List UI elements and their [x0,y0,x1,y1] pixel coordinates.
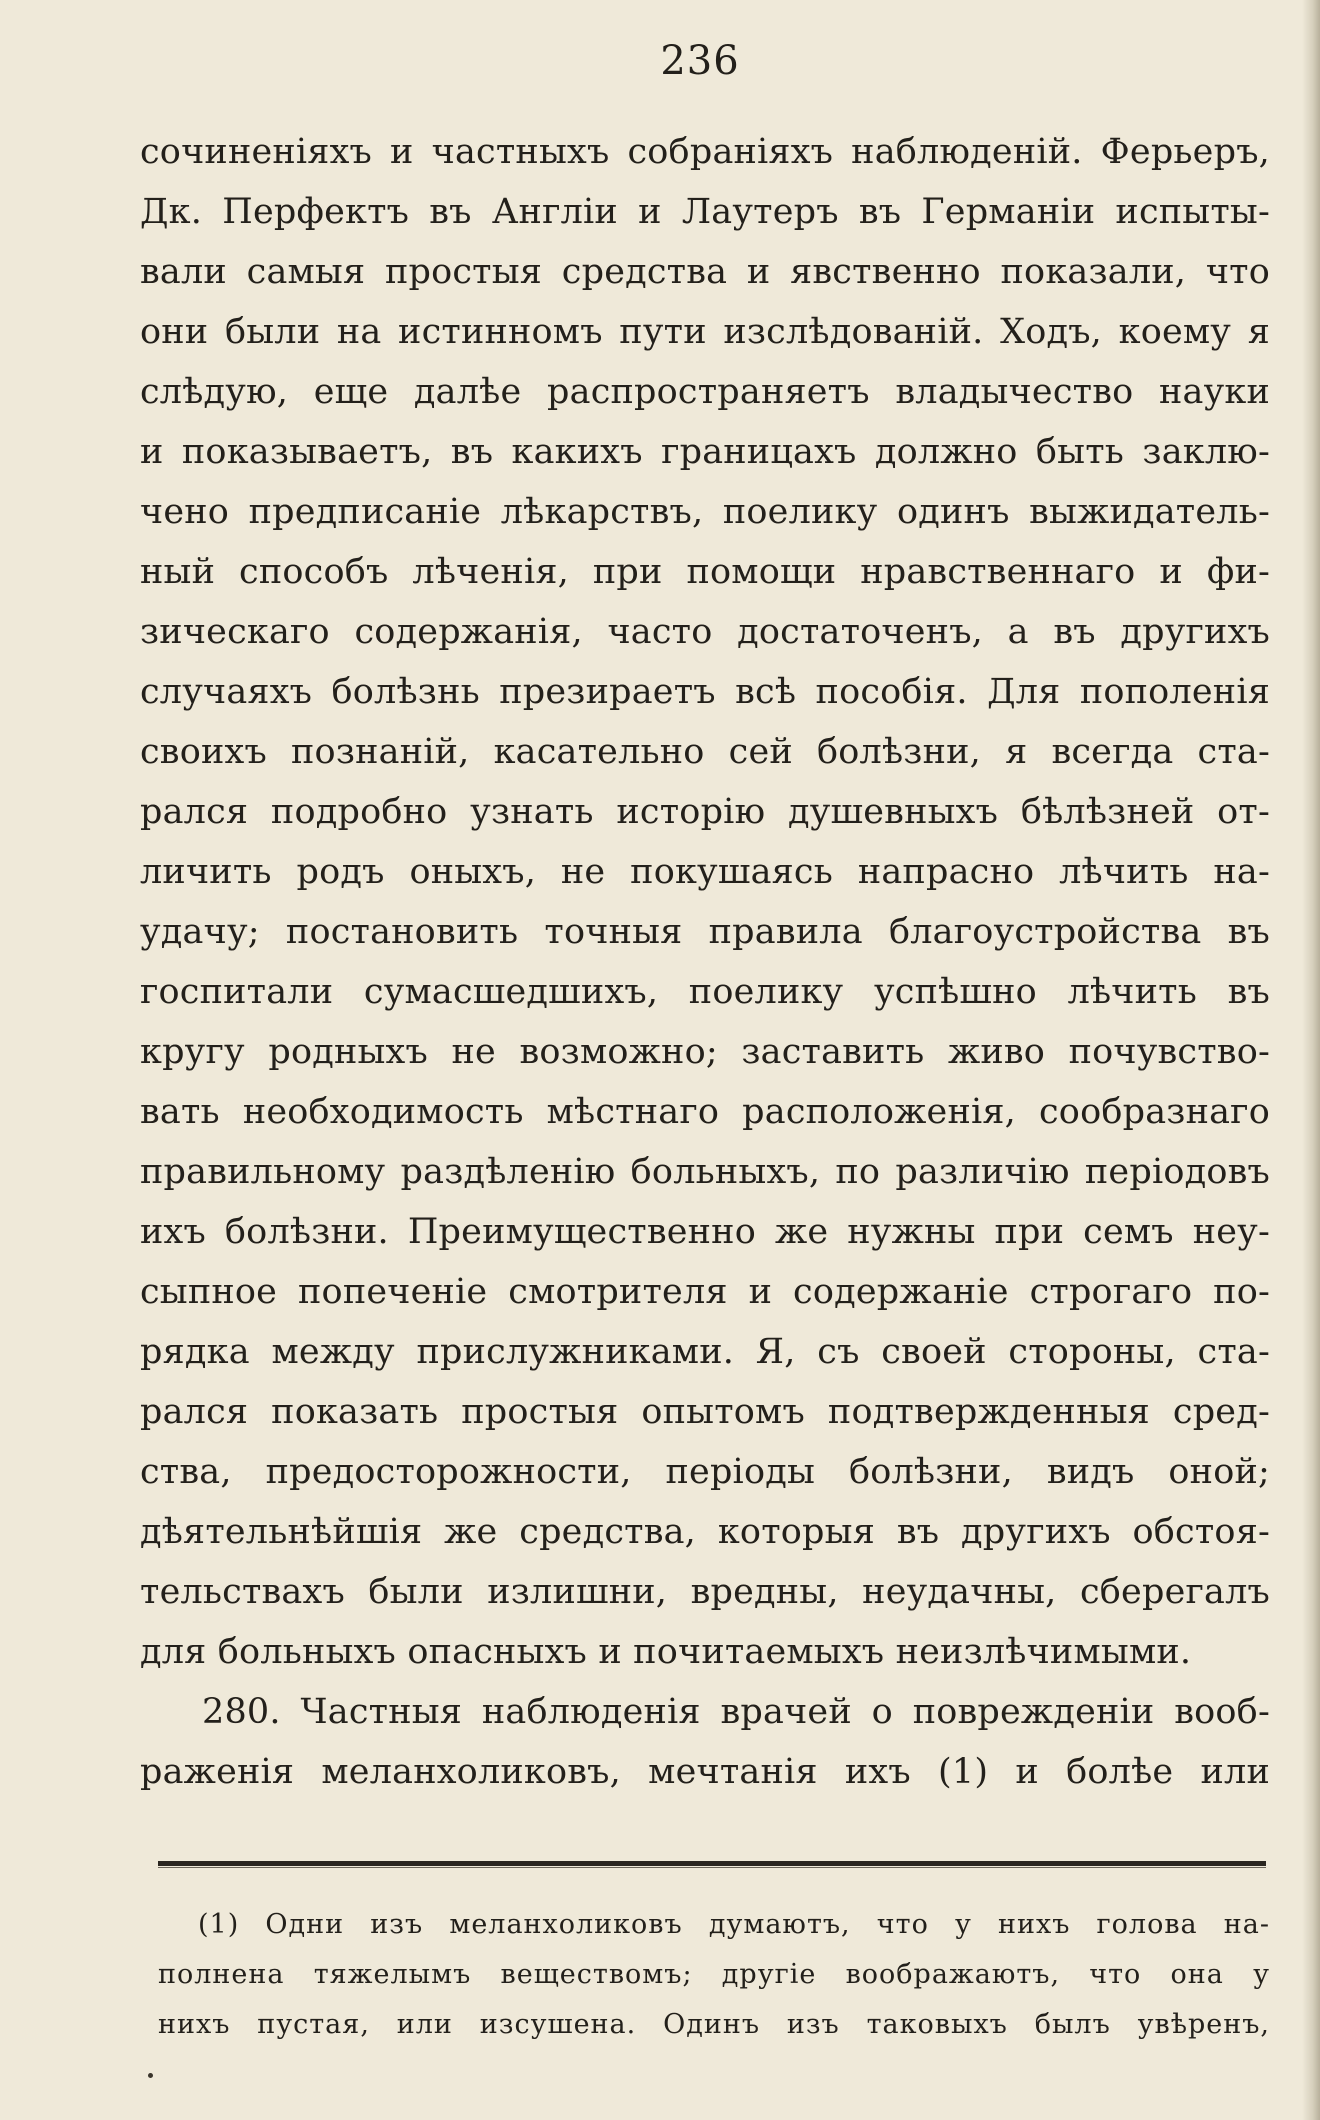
text-line: рядка между прислужниками. Я, съ своей стороны, ста- [140,1332,1270,1372]
text-line: удачу; постановить точныя правила благоустройства въ [140,912,1270,952]
text-line: дѣятельнѣйшія же средства, которыя въ другихъ обстоя- [140,1512,1270,1552]
text-line: Дк. Перфектъ въ Англіи и Лаутеръ въ Германіи испыты- [140,192,1270,232]
text-line: и показываетъ, въ какихъ границахъ должно быть заклю- [140,432,1270,472]
text-line: вали самыя простыя средства и явственно показали, что [140,252,1270,292]
page-edge [1302,0,1320,2120]
text-line: чено предписаніе лѣкарствъ, поелику одинъ выжидатель- [140,492,1270,532]
footnote-line: полнена тяжелымъ веществомъ; другіе воображаютъ, что она у [158,1959,1270,1990]
text-line: слѣдую, еще далѣе распространяетъ владычество науки [140,372,1270,412]
text-line: госпитали сумасшедшихъ, поелику успѣшно лѣчить въ [140,972,1270,1012]
text-line: сыпное попеченіе смотрителя и содержаніе строгаго по- [140,1272,1270,1312]
text-line: ихъ болѣзни. Преимущественно же нужны при семъ неу- [140,1212,1270,1252]
paragraph-280-start: 280. Частныя наблюденія врачей о поврежденіи вооб- [202,1692,1270,1732]
text-line: правильному раздѣленію больныхъ, по различію періодовъ [140,1152,1270,1192]
page-number: 236 [660,38,740,84]
text-line: они были на истинномъ пути изслѣдованій. Ходъ, коему я [140,312,1270,352]
text-line: ный способъ лѣченія, при помощи нравственнаго и фи- [140,552,1270,592]
footnote-rule-fine [158,1867,1266,1868]
body-text [140,122,1270,1802]
print-mark [148,2073,153,2078]
text-line: для больныхъ опасныхъ и почитаемыхъ неизлѣчимыми. [140,1632,1192,1672]
text-line: личить родъ оныхъ, не покушаясь напрасно лѣчить на- [140,852,1270,892]
text-line: кругу родныхъ не возможно; заставить живо почувство- [140,1032,1270,1072]
footnote-rule [158,1861,1266,1866]
text-line: вать необходимость мѣстнаго расположенія, сообразнаго [140,1092,1270,1132]
text-line: ства, предосторожности, періоды болѣзни, видъ оной; [140,1452,1270,1492]
text-line: рался показать простыя опытомъ подтвержденныя сред- [140,1392,1270,1432]
text-line: зическаго содержанія, часто достаточенъ, а въ другихъ [140,612,1270,652]
text-line: раженія меланхоликовъ, мечтанія ихъ (1) и болѣе или [140,1752,1270,1792]
text-line: рался подробно узнать исторію душевныхъ бѣлѣзней от- [140,792,1270,832]
text-line: тельствахъ были излишни, вредны, неудачны, сберегалъ [140,1572,1270,1612]
footnote-line: (1) Одни изъ меланхоликовъ думаютъ, что у нихъ голова на- [198,1909,1270,1940]
text-line: случаяхъ болѣзнь презираетъ всѣ пособія. Для пополенія [140,672,1270,712]
text-line: сочиненіяхъ и частныхъ собраніяхъ наблюденій. Ферьеръ, [140,132,1270,172]
footnote [158,1900,1270,2050]
text-line: своихъ познаній, касательно сей болѣзни, я всегда ста- [140,732,1270,772]
footnote-line: нихъ пустая, или изсушена. Одинъ изъ таковыхъ былъ увѣренъ, [158,2009,1270,2040]
